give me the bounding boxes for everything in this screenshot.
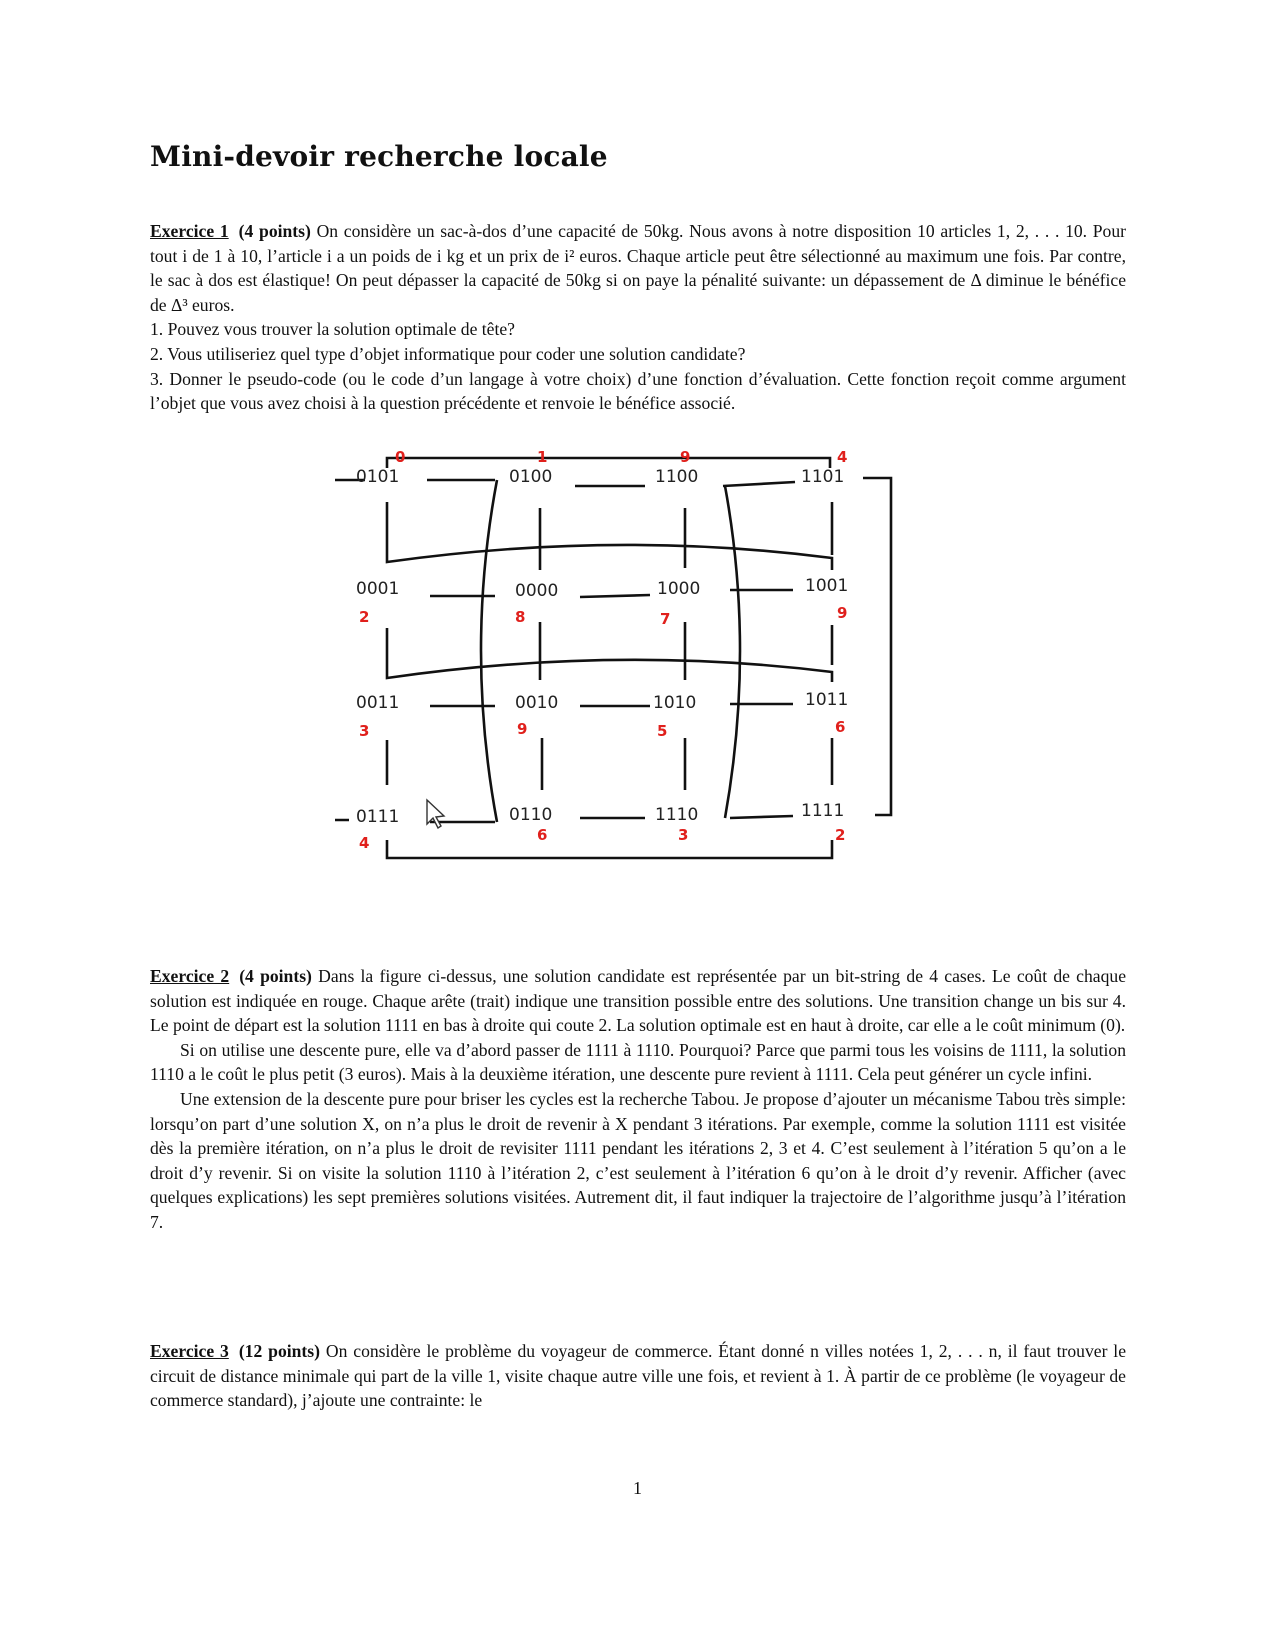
exercise-2-paragraph-1: Dans la figure ci-dessus, une solution candidate est représentée par un bit-string de 4 cases. Le coût de chaque solution est indiquée en rouge. Chaque arête (trait) indique une transition possible entre des solutions. Une transition change un bis sur 4. Le point de départ est la solution 1111 en bas à droite qui coute 2. La solution optimale est en haut à droite, car elle a le coût minimum (0). bbox=[150, 966, 1126, 1036]
edge-h-r2-b bbox=[580, 595, 650, 597]
cost-label: 3 bbox=[678, 826, 689, 844]
node-label: 1100 bbox=[655, 467, 699, 487]
edge-curve-col-2 bbox=[725, 486, 740, 818]
cursor-arrow-icon bbox=[427, 800, 444, 828]
edge-left-bracket bbox=[335, 480, 365, 820]
exercise-2-label: Exercice 2 bbox=[150, 966, 230, 986]
exercise-2 bbox=[150, 964, 1126, 1235]
edges bbox=[335, 458, 891, 858]
cost-label: 9 bbox=[680, 450, 691, 466]
exercise-1-intro: On considère un sac-à-dos d’une capacité de 50kg. Nous avons à notre disposition 10 articles 1, 2, . . . 10. Pour tout i de 1 à 10, l’article i a un poids de i kg et un prix de i² euros. Chaque article peut être sélectionné au maximum une fois. Par contre, le sac à dos est élastique! On peut dépasser la capacité de 50kg si on paye la pénalité suivante: un dépassement de Δ diminue le bénéfice de Δ³ euros. bbox=[150, 221, 1127, 315]
node-label: 0100 bbox=[509, 467, 553, 487]
node-label: 1101 bbox=[801, 467, 845, 487]
exercise-2-paragraph-2: Si on utilise une descente pure, elle va d’abord passer de 1111 à 1110. Pourquoi? Parce que parmi tous les voisins de 1111, la solution 1110 a le coût le plus petit (3 euros). Mais à la deuxième itération, une descente pure revient à 1111. Cela peut générer un cycle infini. bbox=[150, 1039, 1126, 1085]
page-title: Mini-devoir recherche locale bbox=[150, 140, 608, 173]
cost-label: 4 bbox=[359, 834, 370, 852]
exercise-2-points: (4 points) bbox=[239, 966, 312, 986]
node-label: 1000 bbox=[657, 579, 701, 599]
cost-label: 0 bbox=[395, 450, 406, 466]
node-label: 0110 bbox=[509, 805, 553, 825]
node-label: 0010 bbox=[515, 693, 559, 713]
edge-curve-row-1 bbox=[387, 545, 832, 570]
node-label: 0101 bbox=[356, 467, 400, 487]
edge-bottom-bracket bbox=[387, 840, 832, 858]
edge-curve-col-1 bbox=[481, 480, 497, 822]
cost-label: 7 bbox=[660, 610, 671, 628]
node-label: 0111 bbox=[356, 807, 400, 827]
node-label: 1111 bbox=[801, 801, 845, 821]
hypercube-diagram bbox=[335, 450, 935, 900]
cost-label: 1 bbox=[537, 450, 548, 466]
exercise-1-question-3: 3. Donner le pseudo-code (ou le code d’un langage à votre choix) d’une fonction d’évaluation. Cette fonction reçoit comme argument l’objet que vous avez choisi à la question précédente et renvoie le bénéfice associé. bbox=[150, 368, 1126, 414]
cost-label: 8 bbox=[515, 608, 526, 626]
cost-label: 6 bbox=[537, 826, 548, 844]
exercise-3 bbox=[150, 1339, 1126, 1413]
node-label: 0000 bbox=[515, 581, 559, 601]
edge-h-r4-c bbox=[730, 816, 793, 818]
hypercube-figure bbox=[335, 450, 935, 900]
page-number: 1 bbox=[633, 1478, 642, 1498]
edge-curve-row-2 bbox=[387, 660, 832, 682]
edge-h-r1-c bbox=[723, 482, 795, 486]
exercise-1-label: Exercice 1 bbox=[150, 221, 229, 241]
exercise-3-points: (12 points) bbox=[238, 1341, 320, 1361]
cost-label: 2 bbox=[835, 826, 846, 844]
node-label: 1010 bbox=[653, 693, 697, 713]
exercise-2-paragraph-3: Une extension de la descente pure pour briser les cycles est la recherche Tabou. Je propose d’ajouter un mécanisme Tabou très simple: lorsqu’on part d’une solution X, on n’a plus le droit de revenir à X pendant 3 itérations. Par exemple, comme la solution 1111 est visitée dès la première itération, on n’a plus le droit de revisiter 1111 pendant les itérations 2, 3 et 4. C’est seulement à l’itération 5 qu’on a le droit d’y revenir. Si on visite la solution 1110 à l’itération 2, c’est seulement à l’itération 6 qu’on à le droit d’y revenir. Afficher (avec quelques explications) les sept premières solutions visitées. Autrement dit, il faut indiquer la trajectoire de l’algorithme jusqu’à l’itération 7. bbox=[150, 1088, 1126, 1232]
node-label: 1011 bbox=[805, 690, 849, 710]
cost-label: 2 bbox=[359, 608, 370, 626]
node-label: 1110 bbox=[655, 805, 699, 825]
exercise-1 bbox=[150, 219, 1126, 416]
exercise-3-label: Exercice 3 bbox=[150, 1341, 229, 1361]
exercise-1-question-1: 1. Pouvez vous trouver la solution optimale de tête? bbox=[150, 319, 515, 340]
node-label: 0001 bbox=[356, 579, 400, 599]
cost-label: 9 bbox=[517, 720, 528, 738]
exercise-3-paragraph-1: On considère le problème du voyageur de commerce. Étant donné n villes notées 1, 2, . . . n, il faut trouver le circuit de distance minimale qui part de la ville 1, visite chaque autre ville une fois, et revient à 1. À partir de ce problème (le voyageur de commerce standard), j’ajoute une contrainte: le bbox=[150, 1341, 1126, 1411]
edge-right-bracket bbox=[863, 478, 891, 815]
cost-label: 6 bbox=[835, 718, 846, 736]
exercise-1-question-2: 2. Vous utiliseriez quel type d’objet informatique pour coder une solution candidate? bbox=[150, 343, 746, 364]
cost-label: 9 bbox=[837, 604, 848, 622]
exercise-1-points: (4 points) bbox=[238, 221, 311, 241]
cost-label: 4 bbox=[837, 450, 848, 466]
node-label: 1001 bbox=[805, 576, 849, 596]
edge-top-bracket bbox=[387, 458, 830, 468]
cost-label: 5 bbox=[657, 722, 668, 740]
cost-label: 3 bbox=[359, 722, 370, 740]
node-label: 0011 bbox=[356, 693, 400, 713]
